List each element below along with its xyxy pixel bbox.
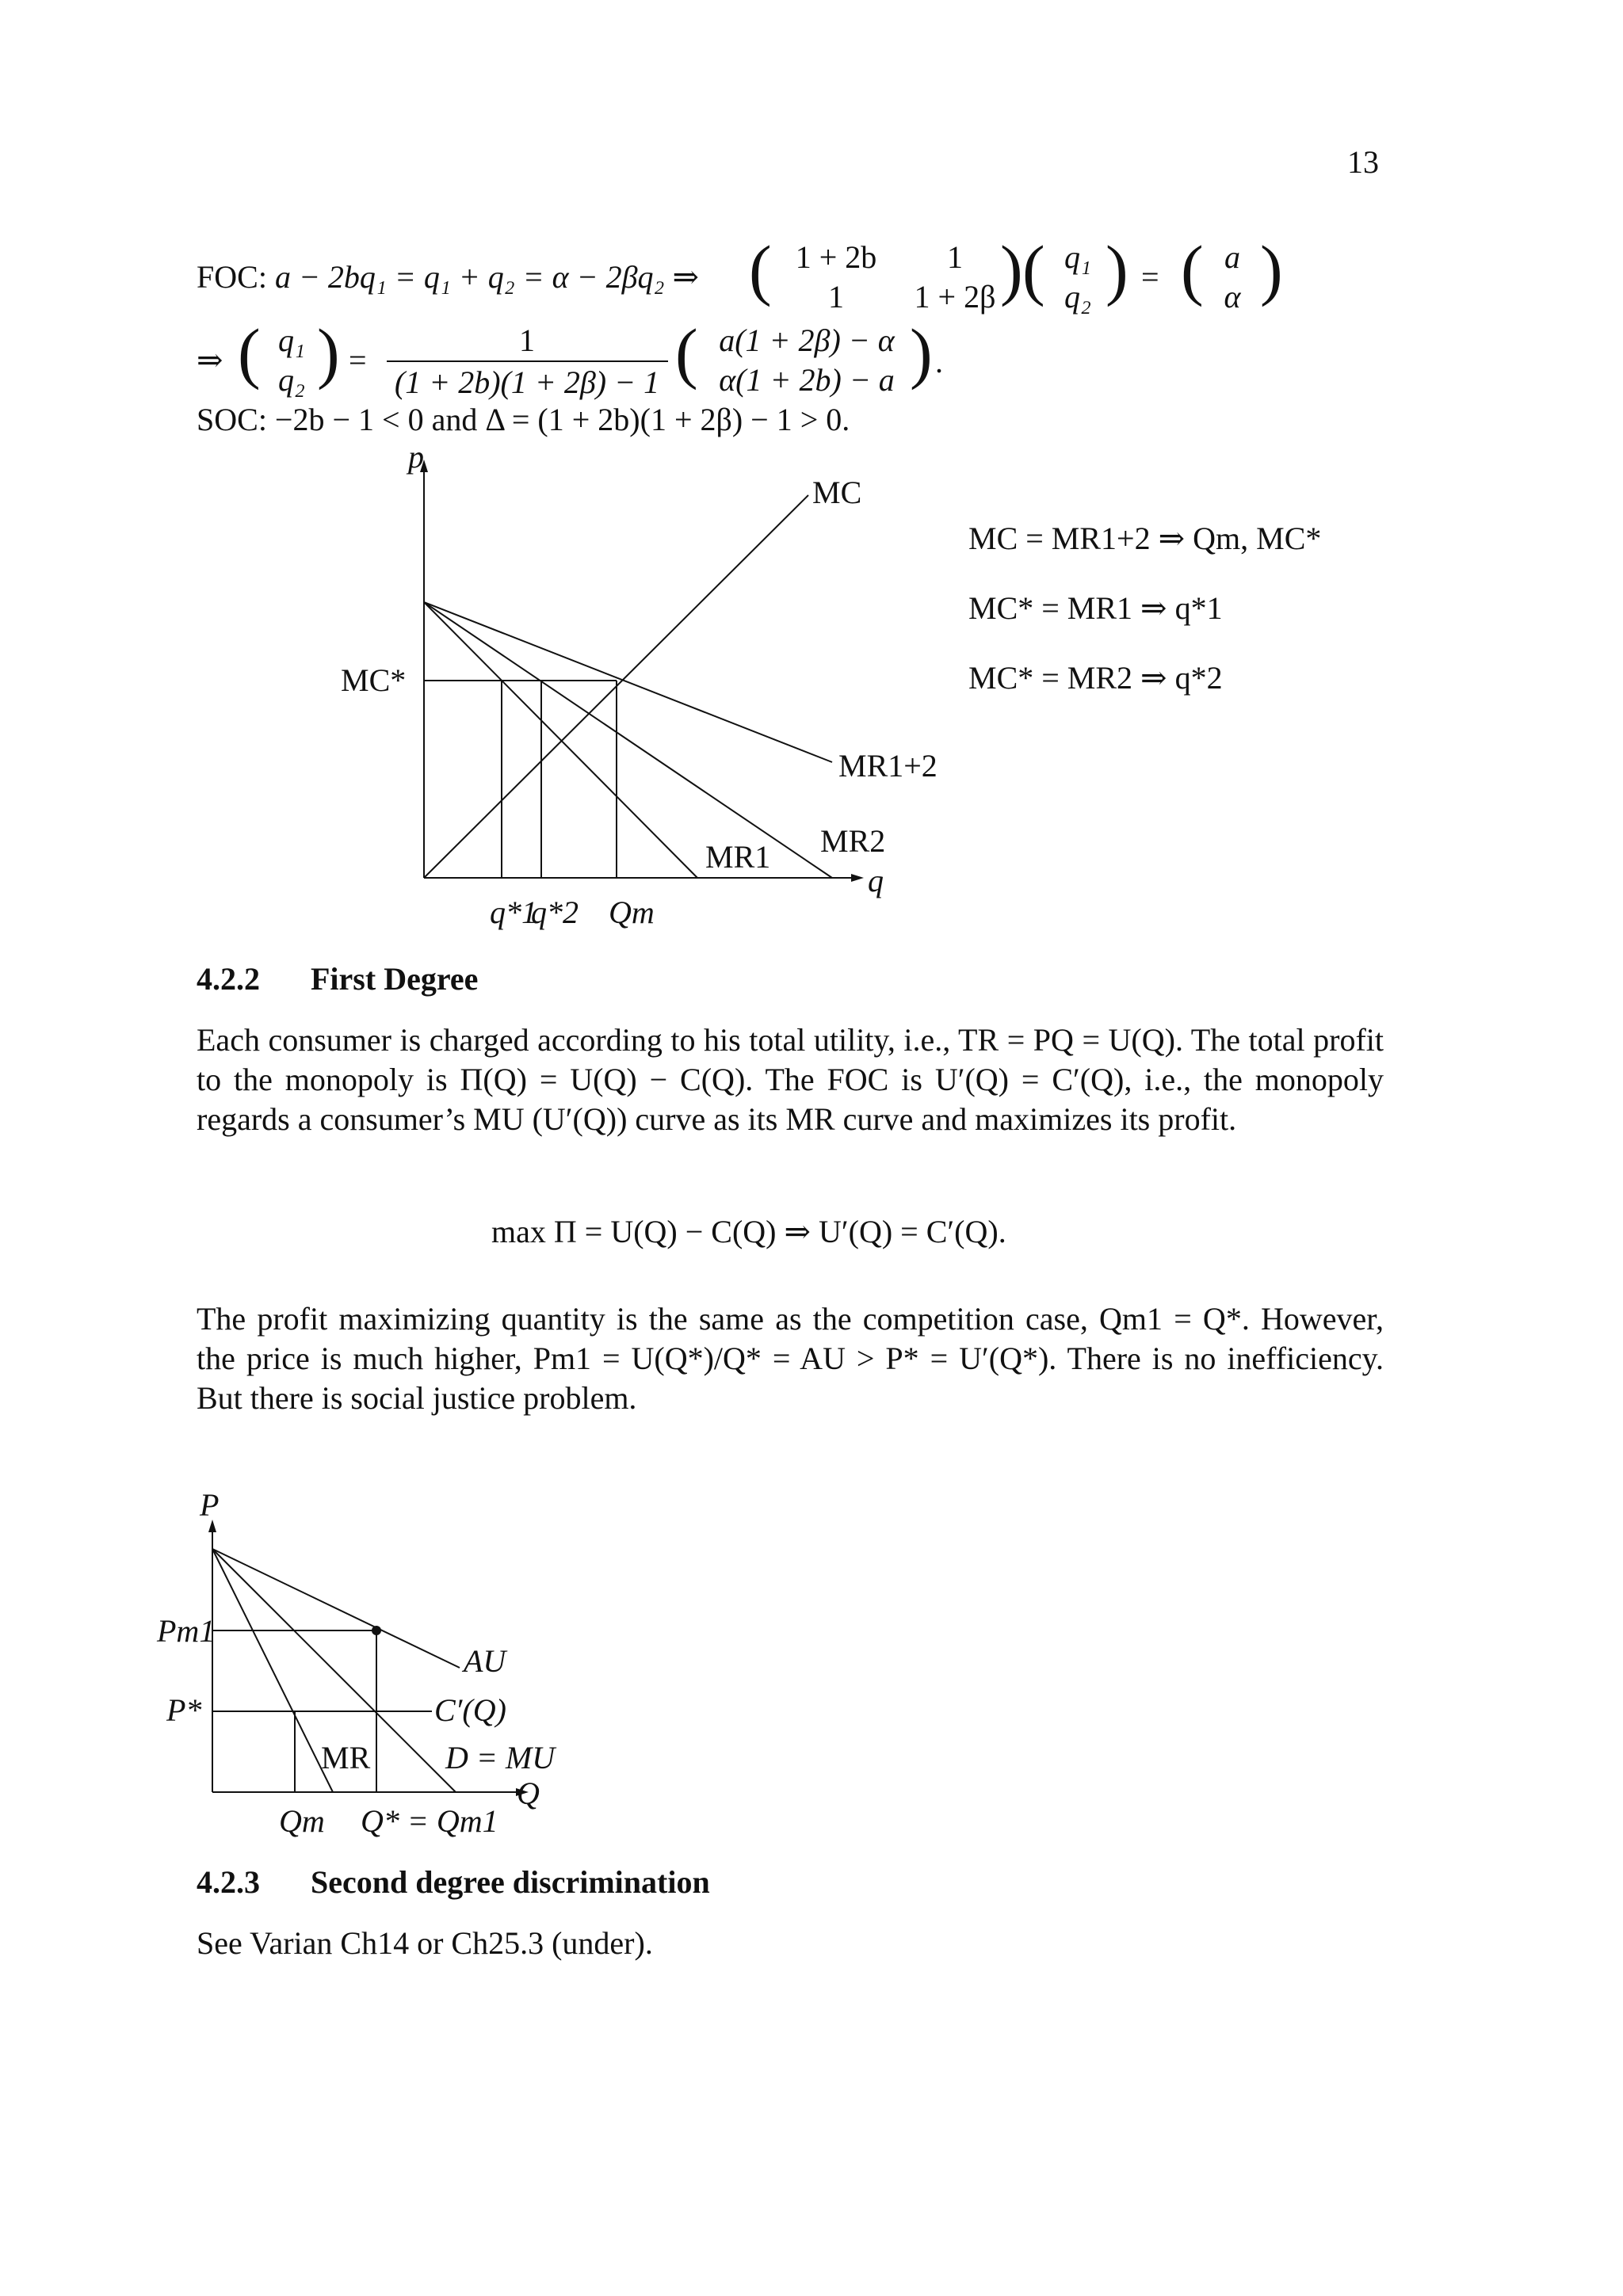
matrix-a11: 1 + 2b	[795, 239, 877, 275]
note-1: MC = MR1+2 ⇒ Qm, MC*	[968, 521, 1322, 556]
mc-label: MC	[812, 475, 862, 510]
frac-denominator: (1 + 2b)(1 + 2β) − 1	[394, 364, 660, 400]
mr12-label: MR1+2	[838, 748, 938, 784]
mr1-label: MR1	[705, 839, 771, 875]
implies-sign: ⇒	[197, 342, 223, 378]
matrix-left-paren: (	[749, 231, 772, 307]
section-422-para2: The profit maximizing quantity is the same as the competition case, Qm1 = Q*. However, the price is much higher, Pm1 = U(Q*)/Q* = AU > P* = U′(Q*). There is no inefficiency. But there is social justice problem.	[197, 1301, 1384, 1416]
mcstar-label: MC*	[341, 662, 407, 698]
display-equation: max Π = U(Q) − C(Q) ⇒ U′(Q) = C′(Q).	[491, 1214, 1006, 1249]
vec-q1: q₁	[1064, 239, 1091, 275]
soc-line: SOC: −2b − 1 < 0 and Δ = (1 + 2b)(1 + 2β) − 1 > 0.	[197, 402, 850, 437]
section-422-heading	[197, 960, 478, 997]
sol-q1: q₁	[278, 322, 305, 358]
section-423-title: Second degree discrimination	[311, 1864, 710, 1900]
vec-rhs-a: a	[1224, 239, 1240, 275]
vec-q-left-paren: (	[1022, 231, 1045, 307]
equals-sign-2: =	[349, 342, 367, 378]
section-422-title: First Degree	[311, 961, 479, 997]
page-number: 13	[1347, 144, 1379, 180]
p-axis-label: p	[408, 444, 424, 475]
mr2-label: MR2	[820, 823, 886, 859]
qm2-label: Qm	[279, 1803, 325, 1838]
vec-q-right-paren: )	[1106, 231, 1128, 307]
solvec-left-paren: (	[675, 315, 698, 391]
q1-label: q*1	[490, 894, 537, 930]
solvec-1: a(1 + 2β) − α	[719, 322, 895, 358]
pstar-label: P*	[166, 1692, 202, 1728]
note-2: MC* = MR1 ⇒ q*1	[968, 590, 1223, 626]
figure-monopoly-two-markets	[0, 444, 991, 935]
section-423-text: See Varian Ch14 or Ch25.3 (under).	[197, 1925, 653, 1961]
mr12-curve	[424, 602, 832, 762]
sol-left-paren: (	[238, 315, 261, 391]
matrix-right-paren: )	[1000, 231, 1023, 307]
P-axis-label: P	[200, 1487, 220, 1523]
au-label: AU	[464, 1643, 506, 1679]
cprime-label: C′(Q)	[434, 1692, 506, 1728]
qm-label: Qm	[609, 894, 655, 930]
matrix-a22: 1 + 2β	[914, 279, 996, 315]
vec-rhs-right-paren: )	[1260, 231, 1283, 307]
Q-axis-label: Q	[517, 1775, 540, 1811]
section-423-heading	[197, 1863, 710, 1901]
figure-first-degree	[0, 1482, 634, 1838]
sol-right-paren: )	[317, 315, 340, 391]
vec-q2: q₂	[1064, 279, 1091, 315]
section-423-number: 4.2.3	[197, 1864, 260, 1900]
matrix-a12: 1	[947, 239, 963, 275]
mr-curve	[212, 1549, 333, 1792]
vec-rhs-alpha: α	[1224, 279, 1241, 315]
equals-sign: =	[1141, 259, 1159, 295]
solvec-2: α(1 + 2b) − a	[719, 362, 895, 398]
matrix-a21: 1	[828, 279, 844, 315]
q2-label: q*2	[531, 894, 579, 930]
frac-numerator: 1	[519, 322, 535, 358]
mr-label: MR	[321, 1740, 371, 1775]
period: .	[935, 344, 943, 379]
mr2-curve	[424, 602, 832, 878]
q-axis-label: q	[868, 863, 884, 898]
qstar-label: Q* = Qm1	[361, 1803, 498, 1838]
foc-label: FOC:	[197, 259, 267, 295]
solvec-right-paren: )	[910, 315, 933, 391]
frac-bar	[387, 360, 668, 362]
pm1-label: Pm1	[157, 1613, 216, 1649]
section-422-para1: Each consumer is charged according to his total utility, i.e., TR = PQ = U(Q). The total profit to the monopoly is Π(Q) = U(Q) − C(Q). The FOC is U′(Q) = C′(Q), i.e., the monopoly regards a consumer’s MU (U′(Q)) curve as its MR curve and maximizes its profit.	[197, 1022, 1384, 1137]
section-422-number: 4.2.2	[197, 961, 260, 997]
au-point	[372, 1626, 381, 1635]
foc-lhs: a − 2bq₁ = q₁ + q₂ = α − 2βq₂ ⇒	[274, 259, 699, 295]
sol-q2: q₂	[278, 362, 305, 398]
note-3: MC* = MR2 ⇒ q*2	[968, 660, 1223, 696]
d-mu-label: D = MU	[445, 1740, 556, 1775]
q-axis-arrow	[851, 874, 864, 882]
au-curve	[212, 1549, 460, 1668]
vec-rhs-left-paren: (	[1181, 231, 1204, 307]
